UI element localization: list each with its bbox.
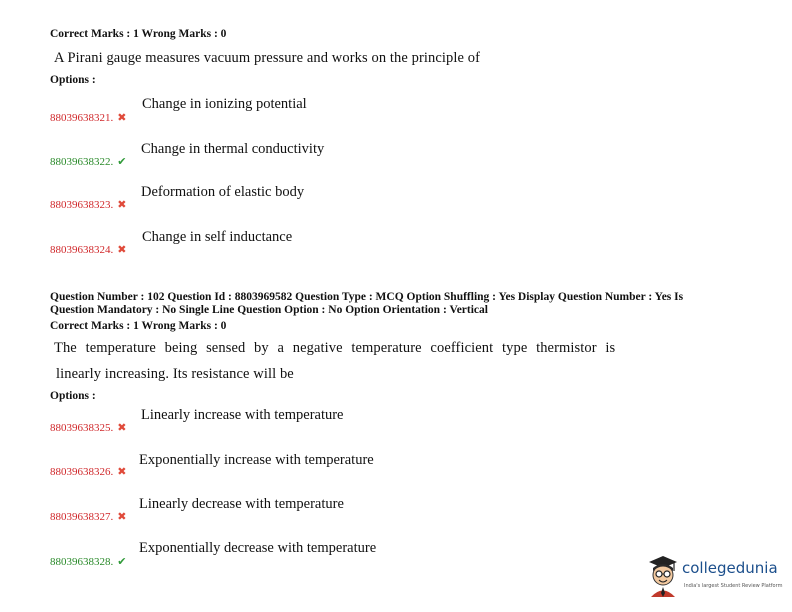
q2-options-label: Options : [50, 390, 96, 402]
option-id: 88039638326. [50, 466, 114, 478]
q2-option-2[interactable] [50, 462, 126, 480]
cross-icon: ✖ [117, 243, 127, 256]
q2-option-3[interactable] [50, 507, 126, 525]
q1-option-2[interactable] [50, 152, 126, 170]
option-id: 88039638325. [50, 422, 114, 434]
q2-option-1[interactable] [50, 418, 126, 436]
q1-option-4-text: Change in self inductance [142, 229, 293, 245]
q2-text-line-2: linearly increasing. Its resistance will be [56, 366, 294, 382]
q1-option-2-text: Change in thermal conductivity [141, 141, 325, 157]
q2-option-4-text: Exponentially decrease with temperature [139, 540, 377, 556]
q2-marks: Correct Marks : 1 Wrong Marks : 0 [50, 320, 227, 332]
q2-option-3-text: Linearly decrease with temperature [139, 496, 344, 512]
option-id: 88039638324. [50, 244, 114, 256]
option-id: 88039638327. [50, 511, 114, 523]
q1-option-1-text: Change in ionizing potential [142, 96, 307, 112]
q1-option-3-text: Deformation of elastic body [141, 184, 305, 200]
collegedunia-logo [646, 553, 786, 599]
option-id: 88039638321. [50, 112, 114, 124]
q1-option-4[interactable] [50, 240, 126, 258]
q2-option-4[interactable] [50, 552, 126, 570]
q2-option-2-text: Exponentially increase with temperature [139, 452, 374, 468]
cross-icon: ✖ [117, 465, 127, 478]
check-icon: ✔ [117, 155, 127, 168]
check-icon: ✔ [117, 555, 127, 568]
q2-text-line-1: The temperature being sensed by a negative temperature coefficient type thermistor is [54, 340, 616, 356]
q1-options-label: Options : [50, 74, 96, 86]
option-id: 88039638328. [50, 556, 114, 568]
q1-text: A Pirani gauge measures vacuum pressure and works on the principle of [54, 50, 481, 66]
option-id: 88039638323. [50, 199, 114, 211]
option-id: 88039638322. [50, 156, 114, 168]
cross-icon: ✖ [117, 510, 127, 523]
q1-option-3[interactable] [50, 195, 126, 213]
q2-meta-line-2: Question Mandatory : No Single Line Question Option : No Option Orientation : Vertical [50, 304, 488, 316]
cross-icon: ✖ [117, 111, 127, 124]
q1-option-1[interactable] [50, 108, 126, 126]
logo-name: collegedunia [682, 559, 778, 577]
logo-tagline: India's largest Student Review Platform [684, 583, 783, 589]
cross-icon: ✖ [117, 198, 127, 211]
q1-marks: Correct Marks : 1 Wrong Marks : 0 [50, 28, 227, 40]
q2-meta-line-1: Question Number : 102 Question Id : 8803969582 Question Type : MCQ Option Shuffling : Yes Display Question Number : Yes Is [50, 291, 684, 303]
mascot-icon [646, 553, 682, 597]
cross-icon: ✖ [117, 421, 127, 434]
q2-option-1-text: Linearly increase with temperature [141, 407, 344, 423]
